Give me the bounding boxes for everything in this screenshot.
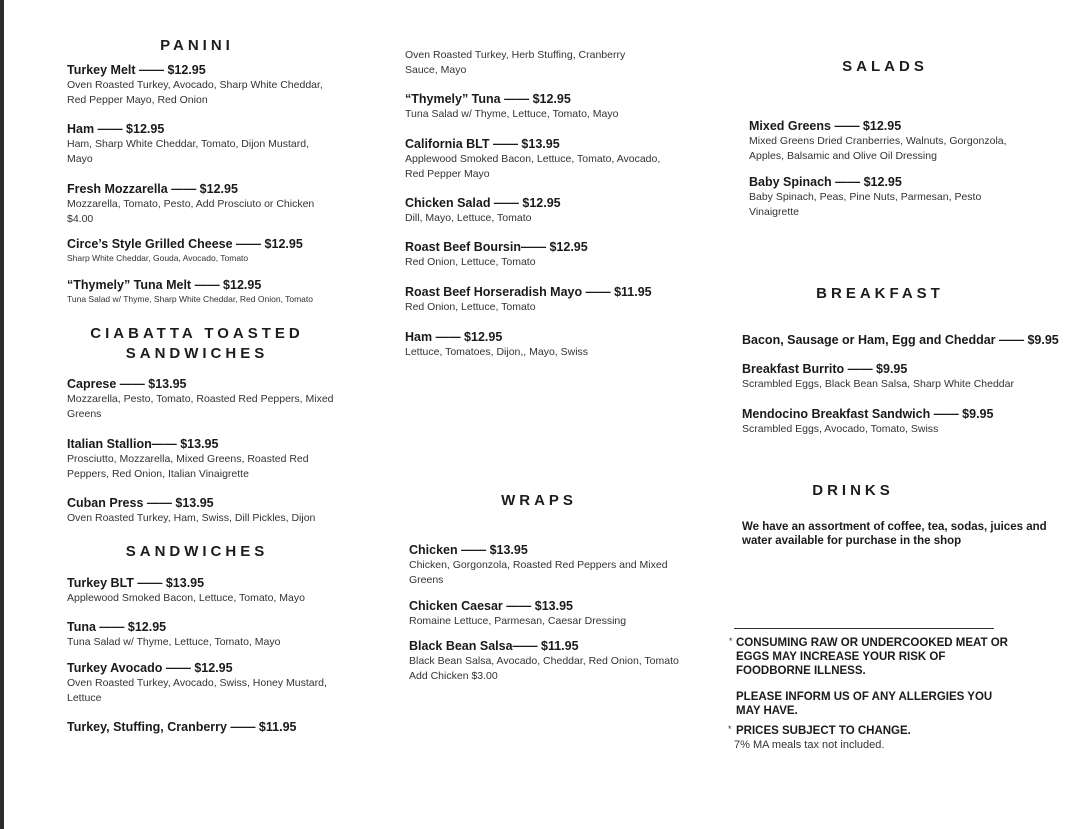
menu-item xyxy=(405,91,675,122)
asterisk: * xyxy=(728,724,732,734)
item-name: “Thymely” Tuna —— $12.95 xyxy=(405,92,571,106)
menu-item xyxy=(67,719,357,735)
item-name: Chicken Caesar —— $13.95 xyxy=(409,599,573,613)
item-name: Chicken —— $13.95 xyxy=(409,543,528,557)
raw-food-warning: CONSUMING RAW OR UNDERCOOKED MEAT OR EGGS MAY INCREASE YOUR RISK OF FOODBORNE ILLNESS. xyxy=(736,637,1008,677)
menu-item xyxy=(405,136,675,182)
item-name: Turkey Melt —— $12.95 xyxy=(67,63,206,77)
menu-item xyxy=(742,332,1072,348)
item-name: Roast Beef Horseradish Mayo —— $11.95 xyxy=(405,285,652,299)
menu-item xyxy=(405,239,675,270)
item-name: Turkey Avocado —— $12.95 xyxy=(67,661,233,675)
panini-heading: PANINI xyxy=(160,37,234,54)
continued-description xyxy=(405,48,655,78)
allergy-notice: PLEASE INFORM US OF ANY ALLERGIES YOU MAY HAVE. xyxy=(736,691,993,717)
item-name: Turkey, Stuffing, Cranberry —— $11.95 xyxy=(67,720,297,734)
menu-item xyxy=(67,236,357,265)
salads-heading: SALADS xyxy=(842,58,928,75)
item-description: Prosciutto, Mozzarella, Mixed Greens, Roasted Red Peppers, Red Onion, Italian Vinaigrette xyxy=(67,453,309,480)
item-description: Red Onion, Lettuce, Tomato xyxy=(405,301,536,313)
item-name: Baby Spinach —— $12.95 xyxy=(749,175,902,189)
menu-item xyxy=(67,376,337,422)
menu-item xyxy=(67,575,357,606)
ciabatta-heading: CIABATTA TOASTED xyxy=(90,325,304,342)
menu-item xyxy=(67,277,357,306)
menu-item xyxy=(67,62,337,108)
item-name: Caprese —— $13.95 xyxy=(67,377,187,391)
menu-item xyxy=(67,619,357,650)
item-name: Bacon, Sausage or Ham, Egg and Cheddar —— $9.95 xyxy=(742,333,1059,347)
item-name: Fresh Mozzarella —— $12.95 xyxy=(67,182,238,196)
item-description: Sharp White Cheddar, Gouda, Avocado, Tomato xyxy=(67,253,249,263)
item-name: “Thymely” Tuna Melt —— $12.95 xyxy=(67,278,262,292)
item-name: Black Bean Salsa—— $11.95 xyxy=(409,639,579,653)
item-name: Cuban Press —— $13.95 xyxy=(67,496,214,510)
sandwiches-heading: SANDWICHES xyxy=(125,543,269,560)
menu-item xyxy=(742,361,1062,392)
menu-item xyxy=(409,542,679,588)
menu-item xyxy=(409,638,699,684)
menu-item xyxy=(749,174,1009,220)
menu-item xyxy=(67,660,337,706)
ciabatta-heading-line2: SANDWICHES xyxy=(125,345,269,362)
menu-item xyxy=(405,195,675,226)
item-description: Lettuce, Tomatoes, Dijon,, Mayo, Swiss xyxy=(405,346,589,358)
drinks-heading: DRINKS xyxy=(812,482,894,499)
item-description: Mozzarella, Pesto, Tomato, Roasted Red Peppers, Mixed Greens xyxy=(67,393,334,420)
item-description: Oven Roasted Turkey, Avocado, Sharp White Cheddar, Red Pepper Mayo, Red Onion xyxy=(67,79,323,106)
item-name: Ham —— $12.95 xyxy=(405,330,503,344)
item-description: Black Bean Salsa, Avocado, Cheddar, Red Onion, Tomato xyxy=(409,655,679,667)
item-description: Scrambled Eggs, Avocado, Tomato, Swiss xyxy=(742,423,939,435)
item-description: Applewood Smoked Bacon, Lettuce, Tomato, Avocado, Red Pepper Mayo xyxy=(405,153,661,180)
menu-item xyxy=(742,406,1062,437)
item-description: Oven Roasted Turkey, Avocado, Swiss, Honey Mustard, Lettuce xyxy=(67,677,327,704)
item-description: Mozzarella, Tomato, Pesto, Add Prosciuto or Chicken $4.00 xyxy=(67,198,315,225)
menu-item xyxy=(405,284,685,315)
item-description: Oven Roasted Turkey, Herb Stuffing, Cranberry Sauce, Mayo xyxy=(405,49,626,76)
item-description: Chicken, Gorgonzola, Roasted Red Peppers and Mixed Greens xyxy=(409,559,668,586)
page-left-edge xyxy=(0,0,4,829)
item-description: Ham, Sharp White Cheddar, Tomato, Dijon Mustard, Mayo xyxy=(67,138,309,165)
item-description: Applewood Smoked Bacon, Lettuce, Tomato, Mayo xyxy=(67,592,305,604)
item-name: Mendocino Breakfast Sandwich —— $9.95 xyxy=(742,407,994,421)
item-description: Romaine Lettuce, Parmesan, Caesar Dressing xyxy=(409,615,627,627)
menu-item xyxy=(749,118,1029,164)
item-name: Mixed Greens —— $12.95 xyxy=(749,119,902,133)
price-notice: PRICES SUBJECT TO CHANGE. xyxy=(736,725,911,737)
breakfast-heading: BREAKFAST xyxy=(816,285,944,302)
menu-item xyxy=(409,598,689,629)
menu-item xyxy=(67,495,357,526)
menu-item xyxy=(67,121,337,167)
tax-notice: 7% MA meals tax not included. xyxy=(734,739,885,751)
menu-item xyxy=(67,181,337,227)
asterisk: * xyxy=(729,636,733,646)
item-description: Tuna Salad w/ Thyme, Lettuce, Tomato, Mayo xyxy=(405,108,619,120)
item-description: Tuna Salad w/ Thyme, Sharp White Cheddar, Red Onion, Tomato xyxy=(67,294,314,304)
item-description: Tuna Salad w/ Thyme, Lettuce, Tomato, Mayo xyxy=(67,636,281,648)
item-name: Italian Stallion—— $13.95 xyxy=(67,437,219,451)
item-description: Oven Roasted Turkey, Ham, Swiss, Dill Pickles, Dijon xyxy=(67,512,316,524)
notes-divider xyxy=(734,628,994,629)
menu-item xyxy=(67,436,337,482)
item-name: Chicken Salad —— $12.95 xyxy=(405,196,561,210)
item-description: Red Onion, Lettuce, Tomato xyxy=(405,256,536,268)
item-name: Breakfast Burrito —— $9.95 xyxy=(742,362,908,376)
item-description: Dill, Mayo, Lettuce, Tomato xyxy=(405,212,532,224)
drinks-description: We have an assortment of coffee, tea, sodas, juices and water available for purchase in the shop xyxy=(742,521,1047,547)
item-add-on: Add Chicken $3.00 xyxy=(409,670,498,682)
item-name: Ham —— $12.95 xyxy=(67,122,165,136)
wraps-heading: WRAPS xyxy=(501,492,577,509)
item-name: Tuna —— $12.95 xyxy=(67,620,167,634)
menu-item xyxy=(405,329,675,360)
item-description: Baby Spinach, Peas, Pine Nuts, Parmesan, Pesto Vinaigrette xyxy=(749,191,982,218)
item-description: Scrambled Eggs, Black Bean Salsa, Sharp White Cheddar xyxy=(742,378,1014,390)
item-name: Circe’s Style Grilled Cheese —— $12.95 xyxy=(67,237,303,251)
item-name: California BLT —— $13.95 xyxy=(405,137,560,151)
item-description: Mixed Greens Dried Cranberries, Walnuts, Gorgonzola, Apples, Balsamic and Olive Oil Dressing xyxy=(749,135,1007,162)
item-name: Turkey BLT —— $13.95 xyxy=(67,576,205,590)
item-name: Roast Beef Boursin—— $12.95 xyxy=(405,240,588,254)
